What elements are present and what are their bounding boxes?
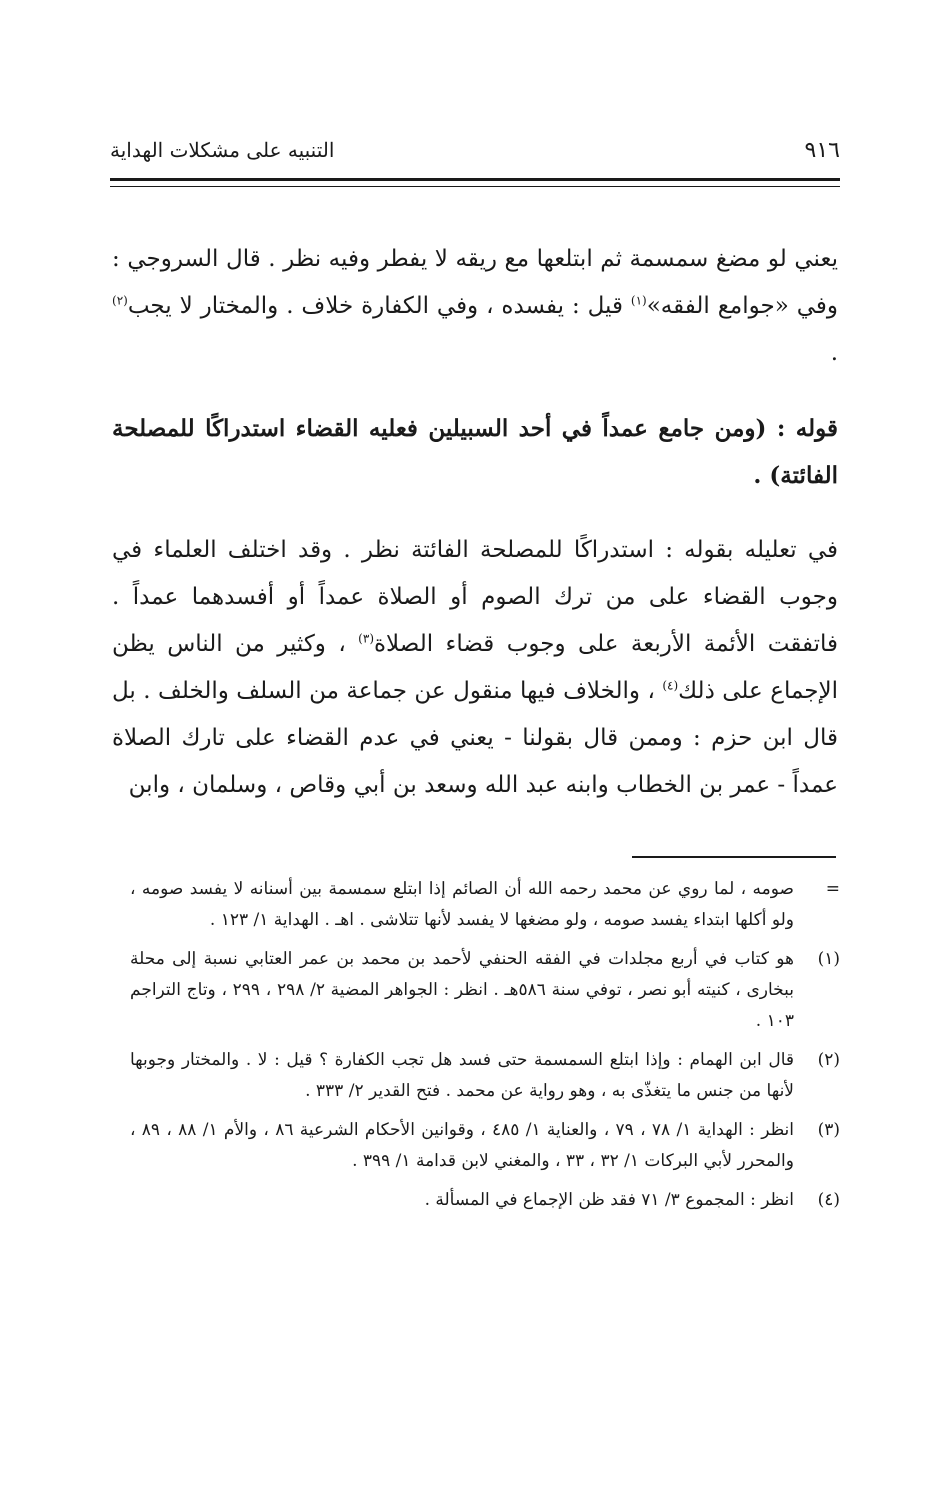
- footnote-1: [130, 944, 840, 1037]
- paragraph-3-text-b: ، وكثير من الناس يظن الإجماع على ذلك: [112, 631, 838, 704]
- paragraph-1-text-a: يعني لو مضغ سمسمة ثم ابتلعها مع ريقه لا يفطر وفيه نظر . قال السروجي : وفي «جوامع الفقه»: [112, 246, 838, 319]
- paragraph-3: [112, 527, 838, 809]
- paragraph-3-text-a: في تعليله بقوله : استدراكًا للمصلحة الفائتة نظر . وقد اختلف العلماء في وجوب القضاء على من ترك الصوم أو الصلاة عمداً أو أفسدهما عمداً . فاتفقت الأئمة الأربعة على وجوب قضاء الصلاة: [112, 537, 838, 657]
- header-rule-thin: [110, 186, 840, 187]
- quoted-statement: قوله : (ومن جامع عمداً في أحد السبيلين فعليه القضاء استدراكًا للمصلحة الفائتة) .: [112, 415, 838, 489]
- footnote-continued: [130, 874, 840, 936]
- footnote-text: صومه ، لما روي عن محمد رحمه الله أن الصائم إذا ابتلع سمسمة بين أسنانه لا يفسد صومه ، ولو أكلها ابتداء يفسد صومه ، ولو مضغها لا يفسد لأنها تتلاشى . اهـ . الهداية ١/ ١٢٣ .: [130, 879, 794, 930]
- footnote-4: [130, 1185, 840, 1216]
- footnote-ref-4: (٤): [662, 678, 679, 693]
- footnote-separator: [632, 856, 836, 858]
- footnote-text: انظر : المجموع ٣/ ٧١ فقد ظن الإجماع في المسألة .: [424, 1190, 794, 1210]
- footnote-text: هو كتاب في أربع مجلدات في الفقه الحنفي لأحمد بن محمد بن عمر العتابي نسبة إلى محلة ببخارى ، كنيته أبو نصر ، توفي سنة ٥٨٦هـ . انظر : الجواهر المضية ٢/ ٢٩٨ ، ٢٩٩ ، وتاج التراجم ١٠٣ .: [130, 949, 794, 1031]
- paragraph-3-text-c: ، والخلاف فيها منقول عن جماعة من السلف والخلف . بل قال ابن حزم : وممن قال بقولنا - يعني في عدم القضاء على تارك الصلاة عمداً - عمر بن الخطاب وابنه عبد الله وسعد بن أبي وقاص ، وسلمان ، وابن: [112, 678, 838, 798]
- paragraph-1-text-c: .: [830, 340, 838, 366]
- header-rule-thick: [110, 178, 840, 181]
- footnote-text: قال ابن الهمام : وإذا ابتلع السمسمة حتى فسد هل تجب الكفارة ؟ قيل : لا . والمختار وجوبها لأنها من جنس ما يتغذّى به ، وهو رواية عن محمد . فتح القدير ٢/ ٣٣٣ .: [130, 1050, 794, 1101]
- footnote-3: [130, 1115, 840, 1177]
- header-title: التنبيه على مشكلات الهداية: [110, 138, 335, 162]
- paragraph-1-text-b: قيل : يفسده ، وفي الكفارة خلاف . والمختار لا يجب: [127, 293, 631, 319]
- footnote-mark: (٤): [817, 1190, 840, 1210]
- footnotes: [130, 874, 840, 1224]
- footnote-ref-1: (١): [630, 293, 647, 308]
- footnote-ref-2: (٢): [112, 293, 128, 308]
- footnote-mark: (١): [817, 949, 840, 969]
- footnote-ref-3: (٣): [358, 631, 374, 646]
- footnote-text: انظر : الهداية ١/ ٧٨ ، ٧٩ ، والعناية ١/ ٤٨٥ ، وقوانين الأحكام الشرعية ٨٦ ، والأم ١/ ٨٨ ، ٨٩ ، والمحرر لأبي البركات ١/ ٣٢ ، ٣٣ ، والمغني لابن قدامة ١/ ٣٩٩ .: [130, 1120, 794, 1171]
- footnote-mark: (٣): [817, 1120, 840, 1140]
- main-text: [112, 236, 838, 809]
- page-number: ٩١٦: [804, 138, 840, 163]
- footnote-2: [130, 1045, 840, 1107]
- footnote-mark: =: [825, 879, 840, 899]
- paragraph-1: [112, 236, 838, 377]
- running-header: [110, 138, 840, 178]
- footnote-mark: (٢): [817, 1050, 840, 1070]
